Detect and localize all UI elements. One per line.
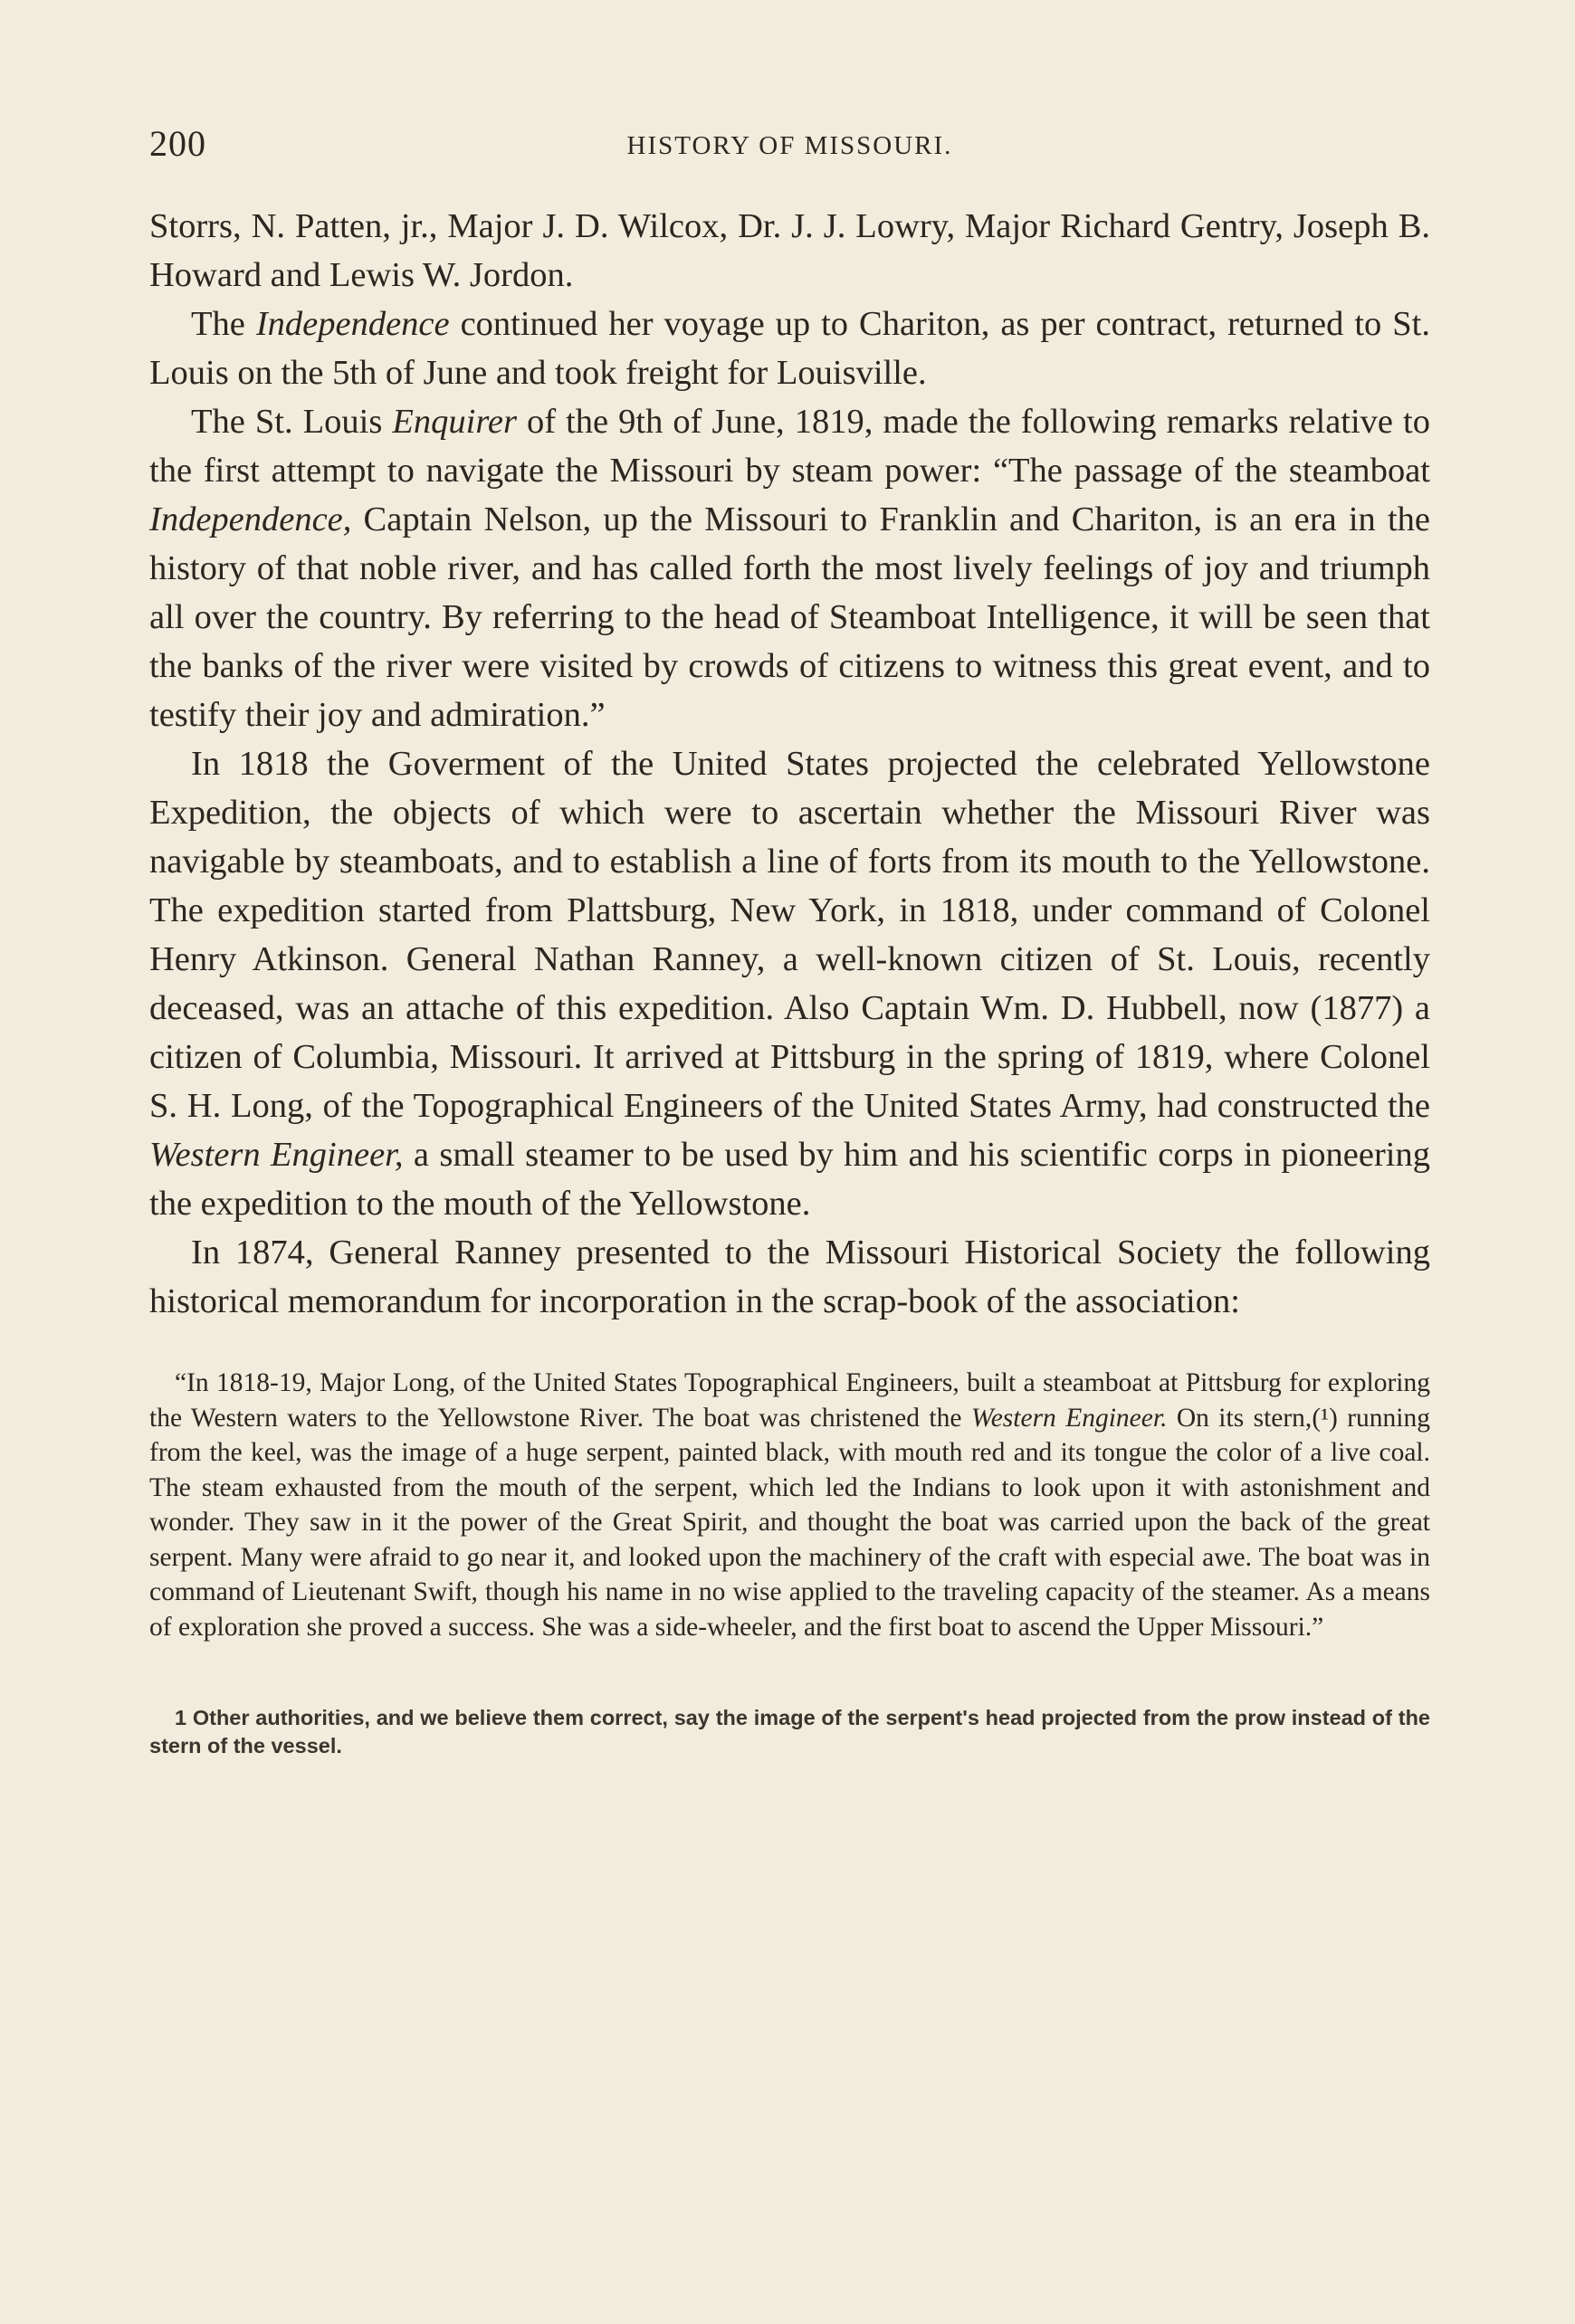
footnote-reference: (¹) bbox=[1312, 1403, 1338, 1433]
paragraph-5: In 1874, General Ranney presented to the Missouri Historical Society the following historical memorandum for incorporation in the scrap-book of the association: bbox=[149, 1233, 1430, 1320]
italic-newspaper-name: Enquirer bbox=[392, 403, 517, 441]
paragraph-3-part-a: The St. Louis bbox=[191, 403, 393, 441]
paragraph-4-part-a: In 1818 the Goverment of the United States projected the celebrated Yellowstone Expedition, the objects of which were to ascertain whether the Missouri River was navigable by steamboats, and to establish a line of forts from its mouth to the Yellowstone. The expedition started from Plattsburg, New York, in 1818, under command of Colonel Henry Atkinson. General Nathan Ranney, a well-known citizen of St. Louis, recently deceased, was an attache of this expedition. Also Captain Wm. D. Hubbell, now (1877) a citizen of Columbia, Missouri. It arrived at Pittsburg in the spring of 1819, where Colonel S. H. Long, of the Topographical Engineers of the United States Army, had constructed the bbox=[149, 745, 1430, 1125]
paragraph-4 bbox=[149, 739, 1430, 1228]
italic-ship-name-2: Independence, bbox=[149, 500, 352, 538]
footnote-marker: 1 bbox=[175, 1706, 187, 1729]
paragraph-3-part-c: Captain Nelson, up the Missouri to Franklin and Chariton, is an era in the history of that noble river, and has called forth the most lively feelings of joy and triumph all over the country. By referring to the head of Steamboat Intelligence, it will be seen that the banks of the river were visited by crowds of citizens to witness this great event, and to testify their joy and admiration.” bbox=[149, 500, 1430, 734]
footnote bbox=[149, 1704, 1430, 1760]
quote-part-b: On its stern, bbox=[1167, 1403, 1312, 1433]
italic-steamer-name: Western Engineer, bbox=[149, 1136, 404, 1174]
book-page bbox=[149, 122, 1430, 1760]
quote-italic-steamer-name: Western Engineer. bbox=[970, 1403, 1168, 1433]
paragraph-2 bbox=[149, 300, 1430, 397]
page-header bbox=[149, 122, 1430, 176]
paragraph-2-part-a: The bbox=[191, 305, 256, 343]
paragraph-3-part-b: of the 9th of June, 1819, made the following remarks relative to the first attempt to navigate the Missouri by steam power: “The passage of the steamboat bbox=[149, 403, 1430, 490]
italic-ship-name: Independence bbox=[255, 305, 450, 343]
running-title: HISTORY OF MISSOURI. bbox=[626, 131, 953, 160]
block-quote bbox=[149, 1366, 1430, 1644]
main-text bbox=[149, 202, 1430, 1326]
page-number: 200 bbox=[149, 123, 206, 164]
footnote-text: Other authorities, and we believe them correct, say the image of the serpent's head projected from the prow instead of the stern of the vessel. bbox=[149, 1706, 1430, 1757]
quote-part-a: “In 1818-19, Major Long, of the United States Topographical Engineers, built a steamboat at Pittsburg for exploring the Western waters to the Yellowstone River. The boat was christened the bbox=[149, 1368, 1430, 1433]
paragraph-4-part-b: a small steamer to be used by him and his scientific corps in pioneering the expedition to the mouth of the Yellowstone. bbox=[149, 1136, 1430, 1223]
paragraph-1: Storrs, N. Patten, jr., Major J. D. Wilcox, Dr. J. J. Lowry, Major Richard Gentry, Joseph B. Howard and Lewis W. Jordon. bbox=[149, 207, 1430, 294]
quote-part-c: running from the keel, was the image of a huge serpent, painted black, with mouth red and its tongue the color of a live coal. The steam exhausted from the mouth of the serpent, which led the Indians to look upon it with astonishment and wonder. They saw in it the power of the Great Spirit, and thought the boat was carried upon the back of the great serpent. Many were afraid to go near it, and looked upon the machinery of the craft with especial awe. The boat was in command of Lieutenant Swift, though his name in no wise applied to the traveling capacity of the steamer. As a means of exploration she proved a success. She was a side-wheeler, and the first boat to ascend the Upper Missouri.” bbox=[149, 1403, 1430, 1642]
paragraph-3 bbox=[149, 397, 1430, 739]
paragraph-2-part-b: continued her voyage up to Chariton, as per contract, returned to St. Louis on the 5th of June and took freight for Louisville. bbox=[149, 305, 1430, 392]
